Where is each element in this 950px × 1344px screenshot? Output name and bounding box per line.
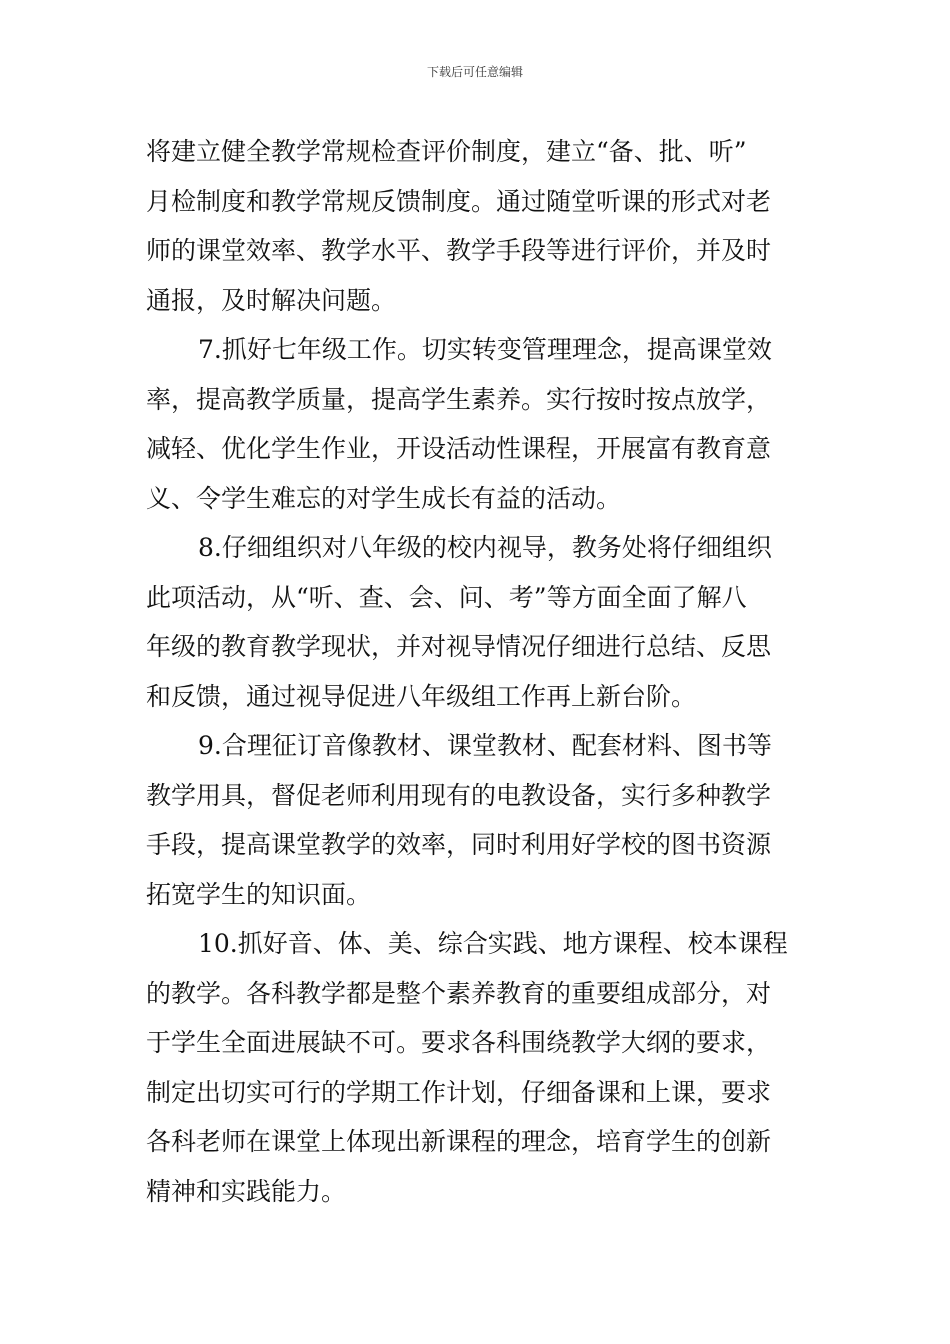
text-line: 教学用具，督促老师利用现有的电教设备，实行多种教学 [146,780,772,810]
text-line: 手段，提高课堂教学的效率，同时利用好学校的图书资源 [146,830,772,859]
text-line: 将建立健全教学常规检查评价制度，建立“备、批、听” [146,137,747,166]
text-line: 于学生全面进展缺不可。要求各科围绕教学大纲的要求， [146,1028,772,1057]
text-line: 义、令学生难忘的对学生成长有益的活动。 [146,483,622,513]
text-line: 和反馈，通过视导促进八年级组工作再上新台阶。 [146,681,697,711]
text-line: 月检制度和教学常规反馈制度。通过随堂听课的形式对老 [146,186,772,216]
paragraph-9-start: 9.合理征订音像教材、课堂教材、配套材料、图书等 [198,731,772,760]
text-line: 各科老师在课堂上体现出新课程的理念，培育学生的创新 [146,1127,772,1156]
page-header: 下载后可任意编辑 [426,65,523,79]
text-line: 率，提高教学质量，提高学生素养。实行按时按点放学， [146,384,772,414]
text-line: 精神和实践能力。 [146,1176,347,1206]
text-line: 拓宽学生的知识面。 [146,879,372,909]
paragraph-7-start: 7.抓好七年级工作。切实转变管理理念，提高课堂效 [198,335,772,364]
text-line: 年级的教育教学现状，并对视导情况仔细进行总结、反思 [146,632,772,661]
text-line: 师的课堂效率、教学水平、教学手段等进行评价，并及时 [146,236,772,265]
text-line: 此项活动，从“听、查、会、问、考”等方面全面了解八 [146,582,747,612]
text-line: 减轻、优化学生作业，开设活动性课程，开展富有教育意 [146,434,772,463]
text-line: 的教学。各科教学都是整个素养教育的重要组成部分，对 [146,978,772,1008]
text-line: 通报，及时解决问题。 [146,285,397,315]
document-body [146,127,806,1216]
text-line: 制定出切实可行的学期工作计划，仔细备课和上课，要求 [146,1077,772,1107]
paragraph-10-start: 10.抓好音、体、美、综合实践、地方课程、校本课程 [198,929,788,958]
paragraph-8-start: 8.仔细组织对八年级的校内视导，教务处将仔细组织 [198,533,772,562]
